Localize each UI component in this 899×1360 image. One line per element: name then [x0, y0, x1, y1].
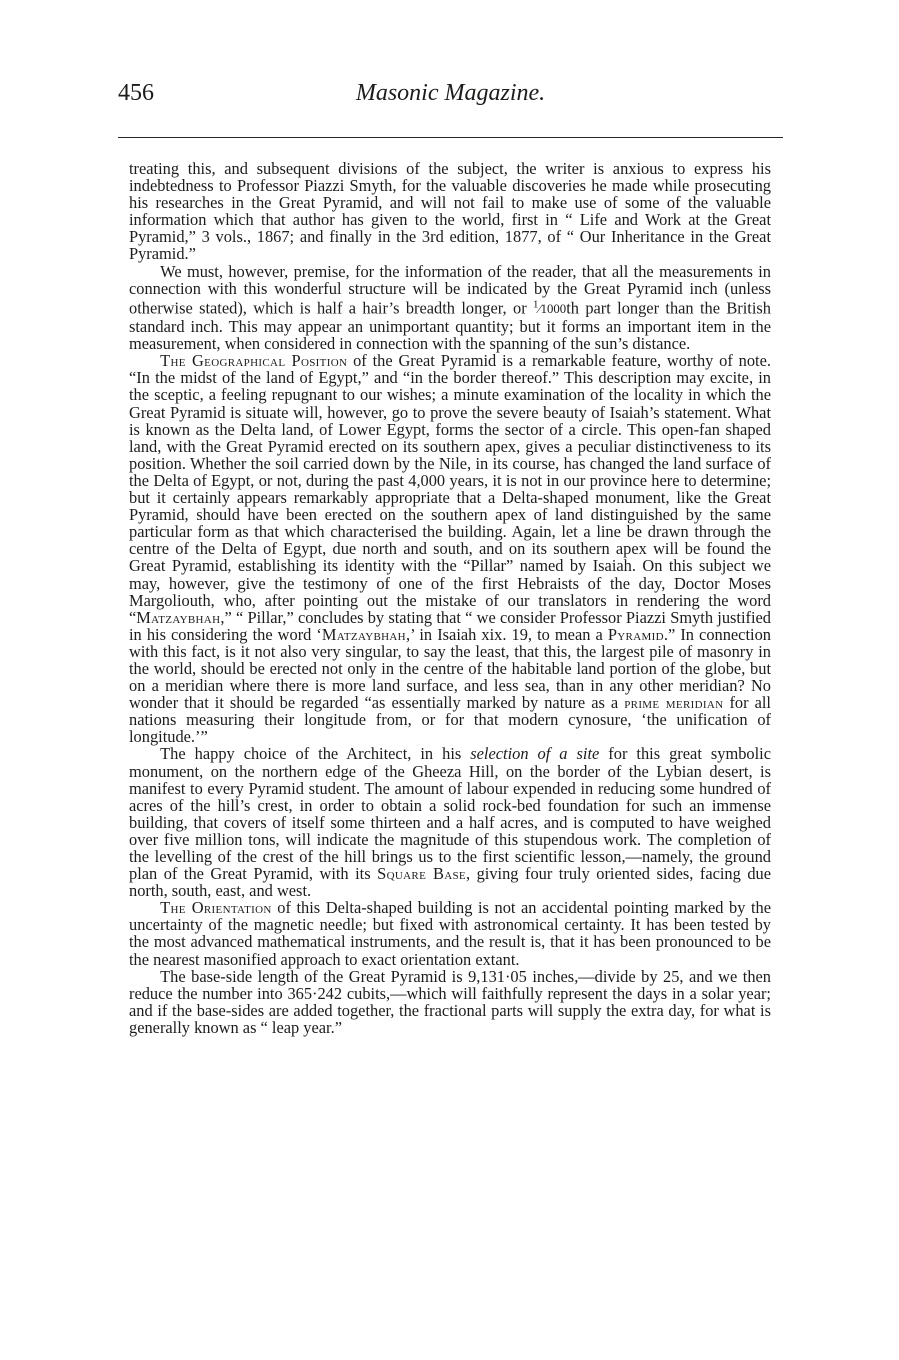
paragraph-text: of the Great Pyramid is a remarkable feature, worthy of note. “In the midst of the land of Egypt,” and “in the border thereof.” This description may excite, in the sceptic, a feeling repugnant to our wishes; a minute examination of the locality in which the Great Pyramid is situate will, however, go to prove the severe beauty of Isaiah’s statement. What is known as the Delta land, of Lower Egypt, forms the sector of a circle. This open-fan shaped land, with the Great Pyramid erected on its southern apex, gives a peculiar distinctiveness to its position. Whether the soil carried down by the Nile, in its course, has changed the land surface of the Delta of Egypt, or not, during the past 4,000 years, it is not in our province here to determine; but it certainly appears remarkably appropriate that a Delta-shaped monument, like the Great Pyramid, should have been erected on the southern apex of land distinguished by the same particular form as that which characterised the building. Again, let a line be drawn through the centre of the Delta of Egypt, due north and south, and on its southern apex will be found the Great Pyramid, establishing its identity with the “Pillar” named by Isaiah. On this subject we may, however, give the testimony of one of the first Hebraists of the day, Doctor Moses Margoliouth, who, after pointing out the mistake of our translators in rendering the word “: [129, 351, 771, 627]
paragraph-continuation: [129, 160, 771, 263]
hebrew-term: Matzaybhah: [321, 624, 406, 644]
paragraph-text: of this Delta-shaped building is not an accidental pointing marked by the uncertainty of the magnetic needle; but fixed with astronomical certainty. It has been tested by the most advanced mathematical instruments, and the result is, that it has been pronounced to be the nearest masonified approach to exact orientation extant.: [129, 898, 771, 969]
paragraph-text: for all nations measuring their longitude from, or for that modern cynosure, ‘the unification of longitude.’”: [129, 693, 771, 747]
paragraph-geographical-position: [129, 352, 771, 745]
emphasis-term: Pyramid: [607, 624, 664, 644]
paragraph-base-side: [129, 968, 771, 1036]
article-body: [129, 160, 771, 1036]
fraction-denominator: 1000: [540, 302, 567, 317]
paragraph-text: treating this, and subsequent divisions of the subject, the writer is anxious to express his indebtedness to Professor Piazzi Smyth, for the valuable discoveries he made while prosecuting his researches in the Great Pyramid, and will not fail to make use of some of the valuable information which that author has given to the world, first in “ Life and Work at the Great Pyramid,” 3 vols., 1867; and finally in the 3rd edition, 1877, of “ Our Inheritance in the Great Pyramid.”: [129, 159, 771, 264]
fraction-suffix: th: [566, 298, 579, 318]
paragraph-site-selection: [129, 745, 771, 899]
paragraph-text: for this great symbolic monument, on the northern edge of the Gheeza Hill, on the border of the Lybian desert, is manifest to every Pyramid student. The amount of labour expended in reducing some hundred of acres of the hill’s crest, in order to obtain a solid rock-bed foundation for such an immense building, that covers of itself some thirteen and a half acres, and is computed to have weighed over five million tons, will indicate the magnitude of this stupendous work. The completion of the levelling of the crest of the hill brings us to the first scientific lesson,—namely, the ground plan of the Great Pyramid, with its: [129, 744, 771, 884]
paragraph-text: The happy choice of the Architect, in his: [160, 744, 462, 764]
paragraph-text: ,” “ Pillar,” concludes by stating that “ we consider Professor Piazzi Smyth justified in his considering the word ‘: [129, 607, 771, 644]
emphasis-term: prime meridian: [624, 693, 724, 713]
fraction-numerator: 1: [533, 298, 539, 311]
header-rule: [118, 137, 783, 138]
paragraph-text: part longer than the British standard inch. This may appear an unimportant quantity; but it forms an important item in the measurement, when considered in connection with the spanning of the sun’s distance.: [129, 298, 771, 354]
italic-phrase: selection of a site: [470, 744, 600, 764]
hebrew-term: Matzaybhah: [136, 607, 221, 627]
paragraph-text: The base-side length of the Great Pyramid is 9,131·05 inches,—divide by 25, and we then reduce the number into 365·242 cubits,—which will faithfully represent the days in a solar year; and if the base-sides are added together, the fractional parts will supply the extra day, for what is generally known as “ leap year.”: [129, 966, 771, 1037]
running-head-title: Masonic Magazine.: [355, 80, 546, 106]
page-header: [118, 80, 783, 120]
section-lead: The Orientation: [160, 898, 272, 918]
paragraph-text: .” In connection with this fact, is it not also very singular, to say the least, that this, the largest pile of masonry in the world, should be erected not only in the centre of the habitable land portion of the globe, but on a meridian where there is more land surface, and less sea, than in any other meridian? No wonder that it should be regarded “as essentially marked by nature as a: [129, 624, 771, 713]
emphasis-term: Square Base: [377, 864, 466, 884]
paragraph-text: , giving four truly oriented sides, facing due north, south, east, and west.: [129, 864, 771, 901]
paragraph-text: We must, however, premise, for the information of the reader, that all the measurements in connection with this wonderful structure will be indicated by the Great Pyramid inch (unless otherwise stated), which is half a hair’s breadth longer, or: [129, 261, 771, 318]
section-lead: The Geographical Position: [160, 351, 348, 371]
paragraph-measurements: [129, 263, 771, 353]
paragraph-orientation: [129, 899, 771, 967]
fraction: $^1$⁄1000: [533, 298, 567, 317]
paragraph-text: ,’ in Isaiah xix. 19, to mean a: [405, 624, 603, 644]
page-number: 456: [118, 80, 154, 106]
